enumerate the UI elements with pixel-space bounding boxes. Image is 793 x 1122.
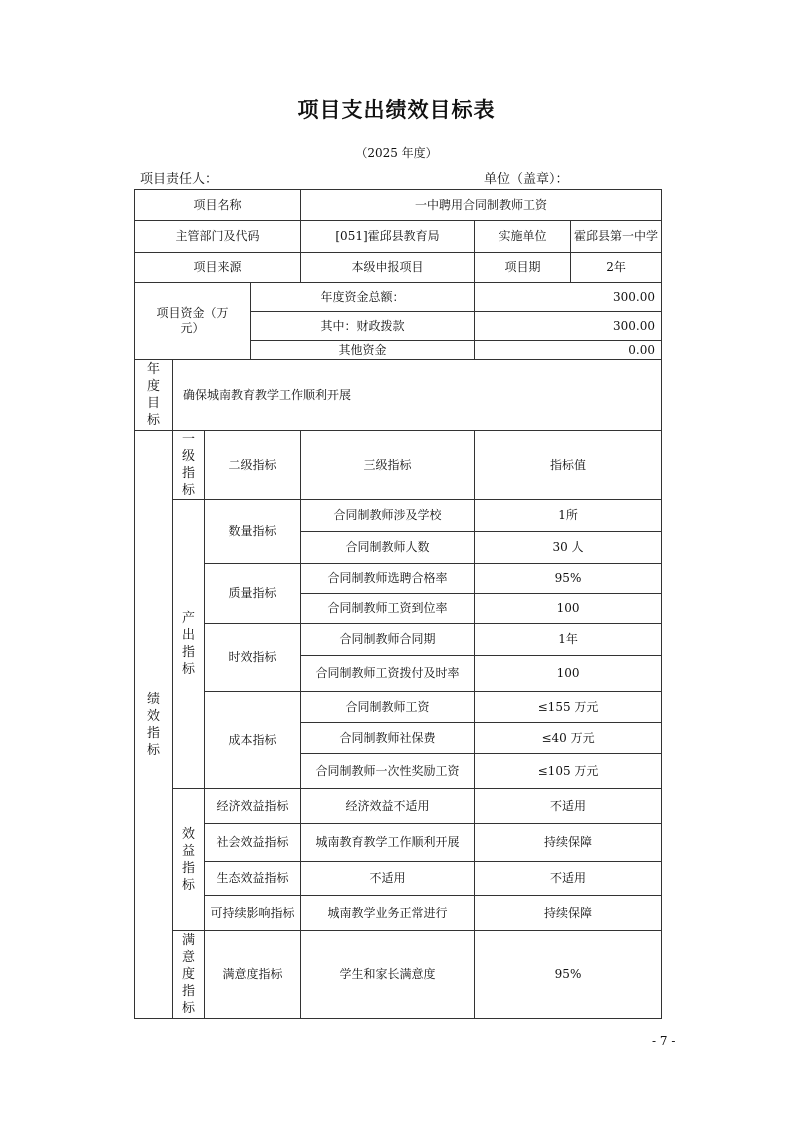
indicator-name: 经济效益不适用 (301, 789, 475, 824)
row-funds-total (135, 283, 662, 312)
table-row (135, 862, 662, 896)
department-label: 主管部门及代码 (135, 221, 301, 253)
cost-indicator-label: 成本指标 (205, 692, 301, 789)
indicator-name: 合同制教师人数 (301, 532, 475, 564)
table-row (135, 500, 662, 532)
performance-indicators-label: 绩效指标 (135, 431, 173, 1019)
responsible-person-label: 项目责任人： (140, 172, 219, 187)
project-name-value: 一中聘用合同制教师工资 (301, 190, 662, 221)
annual-goal-text: 确保城南教育教学工作顺利开展 (173, 360, 662, 431)
department-value: [051]霍邱县教育局 (301, 221, 475, 253)
funds-total-label: 年度资金总额： (251, 283, 475, 312)
indicator-value: 95% (475, 564, 662, 594)
indicator-name: 合同制教师工资拨付及时率 (301, 656, 475, 692)
indicator-value: 95% (475, 931, 662, 1019)
header-level2: 二级指标 (205, 431, 301, 500)
row-project-name (135, 190, 662, 221)
row-department (135, 221, 662, 253)
funds-fiscal-label: 其中：财政拨款 (251, 312, 475, 341)
indicator-level2: 生态效益指标 (205, 862, 301, 896)
indicator-value: ≤155 万元 (475, 692, 662, 723)
funds-other-label: 其他资金 (251, 341, 475, 360)
indicator-name: 合同制教师工资 (301, 692, 475, 723)
row-source (135, 253, 662, 283)
table-row (135, 564, 662, 594)
indicator-name: 学生和家长满意度 (301, 931, 475, 1019)
header-level1: 一级指标 (173, 431, 205, 500)
funds-other-value: 0.00 (475, 341, 662, 360)
indicator-value: ≤105 万元 (475, 754, 662, 789)
indicator-value: 1所 (475, 500, 662, 532)
implementing-unit-label: 实施单位 (475, 221, 571, 253)
benefit-indicators-label: 效益指标 (173, 789, 205, 931)
table-row (135, 692, 662, 723)
quantity-indicator-label: 数量指标 (205, 500, 301, 564)
indicator-value: 1年 (475, 624, 662, 656)
satisfaction-indicators-label: 满意度指标 (173, 931, 205, 1019)
indicator-name: 城南教学业务正常进行 (301, 896, 475, 931)
table-row (135, 931, 662, 1019)
project-period-value: 2年 (571, 253, 662, 283)
indicator-name: 城南教育教学工作顺利开展 (301, 824, 475, 862)
indicator-value: 100 (475, 594, 662, 624)
table-row (135, 789, 662, 824)
indicator-name: 合同制教师合同期 (301, 624, 475, 656)
timeliness-indicator-label: 时效指标 (205, 624, 301, 692)
output-indicators-label: 产出指标 (173, 500, 205, 789)
indicator-name: 合同制教师选聘合格率 (301, 564, 475, 594)
project-name-label: 项目名称 (135, 190, 301, 221)
row-indicator-header (135, 431, 662, 500)
unit-seal-label: 单位（盖章）： (484, 172, 569, 187)
indicator-value: 不适用 (475, 789, 662, 824)
indicator-value: 持续保障 (475, 896, 662, 931)
funds-fiscal-value: 300.00 (475, 312, 662, 341)
project-source-label: 项目来源 (135, 253, 301, 283)
fiscal-year: （2025 年度） (355, 146, 438, 160)
header-value: 指标值 (475, 431, 662, 500)
indicator-value: 100 (475, 656, 662, 692)
project-period-label: 项目期 (475, 253, 571, 283)
funds-label: 项目资金（万元） (135, 283, 251, 360)
project-source-value: 本级申报项目 (301, 253, 475, 283)
indicator-name: 不适用 (301, 862, 475, 896)
table-row (135, 896, 662, 931)
indicator-value: 持续保障 (475, 824, 662, 862)
indicator-name: 合同制教师社保费 (301, 723, 475, 754)
implementing-unit-value: 霍邱县第一中学 (571, 221, 662, 253)
indicator-name: 合同制教师工资到位率 (301, 594, 475, 624)
page-number: - 7 - (652, 1034, 676, 1048)
indicator-name: 合同制教师涉及学校 (301, 500, 475, 532)
indicator-level2: 满意度指标 (205, 931, 301, 1019)
table-row (135, 624, 662, 656)
row-annual-goal (135, 360, 662, 431)
indicator-level2: 可持续影响指标 (205, 896, 301, 931)
header-level3: 三级指标 (301, 431, 475, 500)
indicator-value: ≤40 万元 (475, 723, 662, 754)
indicator-value: 不适用 (475, 862, 662, 896)
indicator-value: 30 人 (475, 532, 662, 564)
table-row (135, 824, 662, 862)
indicator-level2: 经济效益指标 (205, 789, 301, 824)
indicator-level2: 社会效益指标 (205, 824, 301, 862)
performance-goal-table (134, 189, 662, 1019)
annual-goal-label: 年度目标 (135, 360, 173, 431)
indicator-name: 合同制教师一次性奖励工资 (301, 754, 475, 789)
funds-total-value: 300.00 (475, 283, 662, 312)
quality-indicator-label: 质量指标 (205, 564, 301, 624)
page-title: 项目支出绩效目标表 (297, 98, 496, 122)
